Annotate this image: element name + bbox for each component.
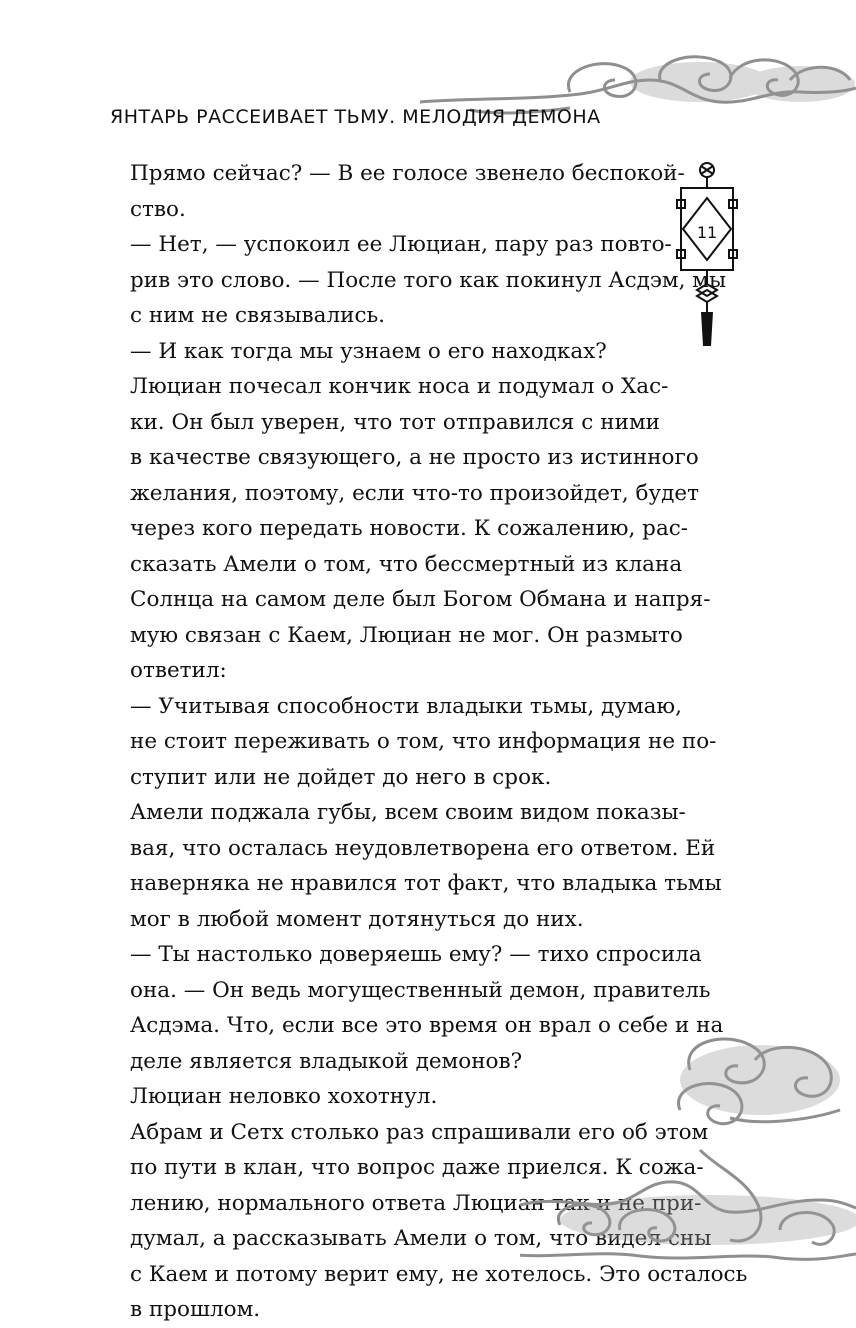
text-line: Солнца на самом деле был Богом Обмана и напря-: [130, 587, 711, 612]
text-line: по пути в клан, что вопрос даже приелся. К сожа-: [130, 1155, 704, 1180]
text-line: думал, а рассказывать Амели о том, что видел сны: [130, 1226, 712, 1251]
running-title: ЯНТАРЬ РАССЕИВАЕТ ТЬМУ. МЕЛОДИЯ ДЕМОНА: [110, 106, 601, 128]
text-line: Люциан почесал кончик носа и подумал о Хас-: [130, 374, 669, 399]
text-line: в качестве связующего, а не просто из истинного: [130, 445, 699, 470]
text-line: желания, поэтому, если что-то произойдет, будет: [130, 480, 699, 506]
pendant-ornament-icon: [675, 160, 739, 350]
text-line: Амели поджала губы, всем своим видом показы-: [130, 800, 686, 825]
text-line: деле является владыкой демонов?: [130, 1048, 523, 1074]
text-line: ство.: [130, 196, 186, 222]
text-line: через кого передать новости. К сожалению, рас-: [130, 516, 689, 541]
text-line: вая, что осталась неудовлетворена его ответом. Ей: [130, 835, 716, 861]
text-line: не стоит переживать о том, что информация не по-: [130, 729, 717, 754]
text-line: — Нет, — успокоил ее Люциан, пару раз повто-: [130, 232, 672, 257]
text-line: мую связан с Каем, Люциан не мог. Он размыто: [130, 622, 683, 648]
page-number: 11: [696, 223, 718, 242]
text-line: Асдэма. Что, если все это время он врал о себе и на: [130, 1013, 724, 1038]
text-line: ступит или не дойдет до него в срок.: [130, 764, 552, 790]
text-line: — Учитывая способности владыки тьмы, думаю,: [130, 693, 682, 719]
text-line: мог в любой момент дотянуться до них.: [130, 906, 584, 932]
text-line: ки. Он был уверен, что тот отправился с ними: [130, 409, 660, 435]
text-line: лению, нормального ответа Люциан так и не при-: [130, 1190, 702, 1216]
text-line: — Ты настолько доверяешь ему? — тихо спросила: [130, 942, 702, 967]
text-line: сказать Амели о том, что бессмертный из клана: [130, 551, 683, 577]
text-line: ответил:: [130, 658, 227, 683]
text-line: наверняка не нравился тот факт, что владыка тьмы: [130, 871, 722, 896]
text-line: она. — Он ведь могущественный демон, правитель: [130, 977, 711, 1003]
text-line: Люциан неловко хохотнул.: [130, 1084, 438, 1109]
text-line: Абрам и Сетх столько раз спрашивали его об этом: [130, 1119, 709, 1145]
text-line: с ним не связывались.: [130, 303, 386, 328]
text-line: — И как тогда мы узнаем о его находках?: [130, 338, 607, 364]
text-line: с Каем и потому верит ему, не хотелось. Это осталось: [130, 1261, 748, 1287]
text-line: рив это слово. — После того как покинул Асдэм, мы: [130, 267, 727, 293]
text-line: в прошлом.: [130, 1297, 261, 1322]
text-line: Прямо сейчас? — В ее голосе звенело беспокой-: [130, 161, 685, 186]
cloud-ornament-bottom-icon: [520, 1030, 856, 1270]
